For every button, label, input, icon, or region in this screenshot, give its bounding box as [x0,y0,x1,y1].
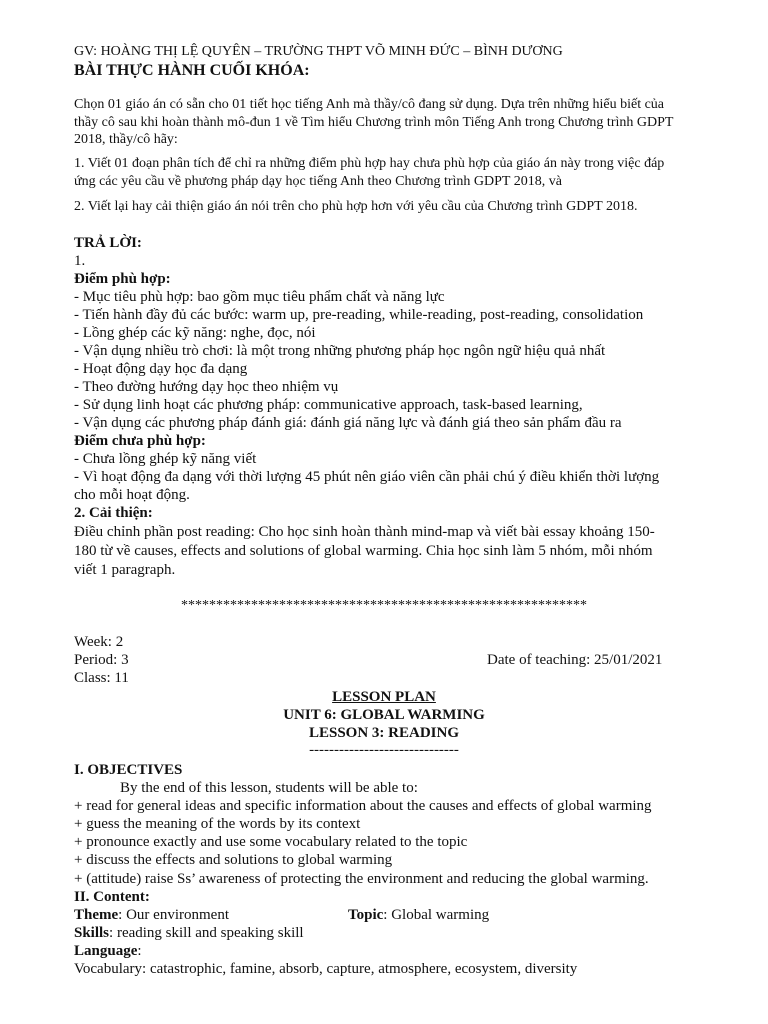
language-label: Language [74,943,138,959]
task-intro-line: Chọn 01 giáo án có sẵn cho 01 tiết học tiếng Anh mà thầy/cô đang sử dụng. Dựa trên những hiểu biết của [74,97,665,112]
suitable-point: - Vận dụng nhiều trò chơi: là một trong những phương pháp học ngôn ngữ hiệu quả nhất [74,343,606,359]
suitable-point: - Mục tiêu phù hợp: bao gồm mục tiêu phẩm chất và năng lực [74,289,445,305]
theme-line [74,907,229,924]
dash-rule: ------------------------------ [309,742,459,758]
task-item-1: ứng các yêu cầu về phương pháp dạy học tiếng Anh theo Chương trình GDPT 2018, và [74,174,562,189]
unit-title: UNIT 6: GLOBAL WARMING [283,707,485,723]
task-intro-line: 2018, thầy/cô hãy: [74,132,178,147]
theme-label: Theme [74,907,119,923]
objectives-intro: By the end of this lesson, students will be able to: [120,780,418,796]
suitable-point: - Vận dụng các phương pháp đánh giá: đánh giá năng lực và đánh giá theo sản phẩm đầu ra [74,415,622,431]
section-divider: ********************************************************** [181,598,587,613]
vocabulary-line: Vocabulary: catastrophic, famine, absorb, capture, atmosphere, ecosystem, diversity [74,961,578,977]
objective-item: + pronounce exactly and use some vocabulary related to the topic [74,834,468,850]
unsuitable-point: - Chưa lồng ghép kỹ năng viết [74,451,257,467]
suitable-point: - Tiến hành đầy đủ các bước: warm up, pre-reading, while-reading, post-reading, consolidation [74,307,644,323]
content-heading: II. Content: [74,889,150,905]
task-intro-line: thầy cô sau khi hoàn thành mô-đun 1 về Tìm hiểu Chương trình môn Tiếng Anh trong Chương trình GDPT [74,115,674,130]
topic-label: Topic [348,907,384,923]
objectives-heading: I. OBJECTIVES [74,762,183,778]
improve-line: viết 1 paragraph. [74,562,176,578]
lesson-title: LESSON 3: READING [308,725,460,741]
suitable-point: - Sử dụng linh hoạt các phương pháp: communicative approach, task-based learning, [74,397,583,413]
date-of-teaching: Date of teaching: 25/01/2021 [487,652,663,668]
week-line: Week: 2 [74,634,124,650]
unsuitable-point: - Vì hoạt động đa dạng với thời lượng 45 phút nên giáo viên cần phải chú ý điều khiển thời lượng [74,469,660,485]
skills-line [74,925,304,942]
improve-line: Điều chỉnh phần post reading: Cho học sinh hoàn thành mind-map và viết bài essay khoảng 150- [74,524,655,540]
topic-line [348,907,489,924]
improve-heading: 2. Cải thiện: [74,505,153,521]
document-title: BÀI THỰC HÀNH CUỐI KHÓA: [74,62,310,79]
unsuitable-point: cho mỗi hoạt động. [74,487,190,503]
task-item-2: 2. Viết lại hay cải thiện giáo án nói trên cho phù hợp hơn với yêu cầu của Chương trình GDPT 2018. [74,199,638,214]
period-line: Period: 3 [74,652,129,668]
skills-label: Skills [74,925,110,941]
language-line [74,943,142,960]
objective-item: + guess the meaning of the words by its context [74,816,361,832]
answer-number: 1. [74,253,86,269]
objective-item: + discuss the effects and solutions to global warming [74,852,393,868]
answer-heading: TRẢ LỜI: [74,235,142,251]
author-line: GV: HOÀNG THỊ LỆ QUYÊN – TRƯỜNG THPT VÕ MINH ĐỨC – BÌNH DƯƠNG [74,44,563,59]
objective-item: + (attitude) raise Ss’ awareness of protecting the environment and reducing the global warming. [74,871,649,887]
topic-value: : Global warming [383,907,490,923]
task-item-1: 1. Viết 01 đoạn phân tích để chỉ ra những điểm phù hợp hay chưa phù hợp của giáo án này trong việc đáp [74,156,665,171]
objective-item: + read for general ideas and specific information about the causes and effects of global warming [74,798,652,814]
theme-value: : Our environment [118,907,229,923]
improve-line: 180 từ về causes, effects and solutions of global warming. Chia học sinh làm 5 nhóm, mỗi nhóm [74,543,653,559]
skills-value: : reading skill and speaking skill [109,925,304,941]
suitable-point: - Theo đường hướng dạy học theo nhiệm vụ [74,379,339,395]
class-line: Class: 11 [74,670,129,686]
lesson-plan-title: LESSON PLAN [332,689,436,705]
suitable-point: - Lồng ghép các kỹ năng: nghe, đọc, nói [74,325,316,341]
language-colon: : [137,943,142,959]
suitable-point: - Hoạt động dạy học đa dạng [74,361,248,377]
suitable-heading: Điểm phù hợp: [74,271,171,287]
unsuitable-heading: Điểm chưa phù hợp: [74,433,206,449]
